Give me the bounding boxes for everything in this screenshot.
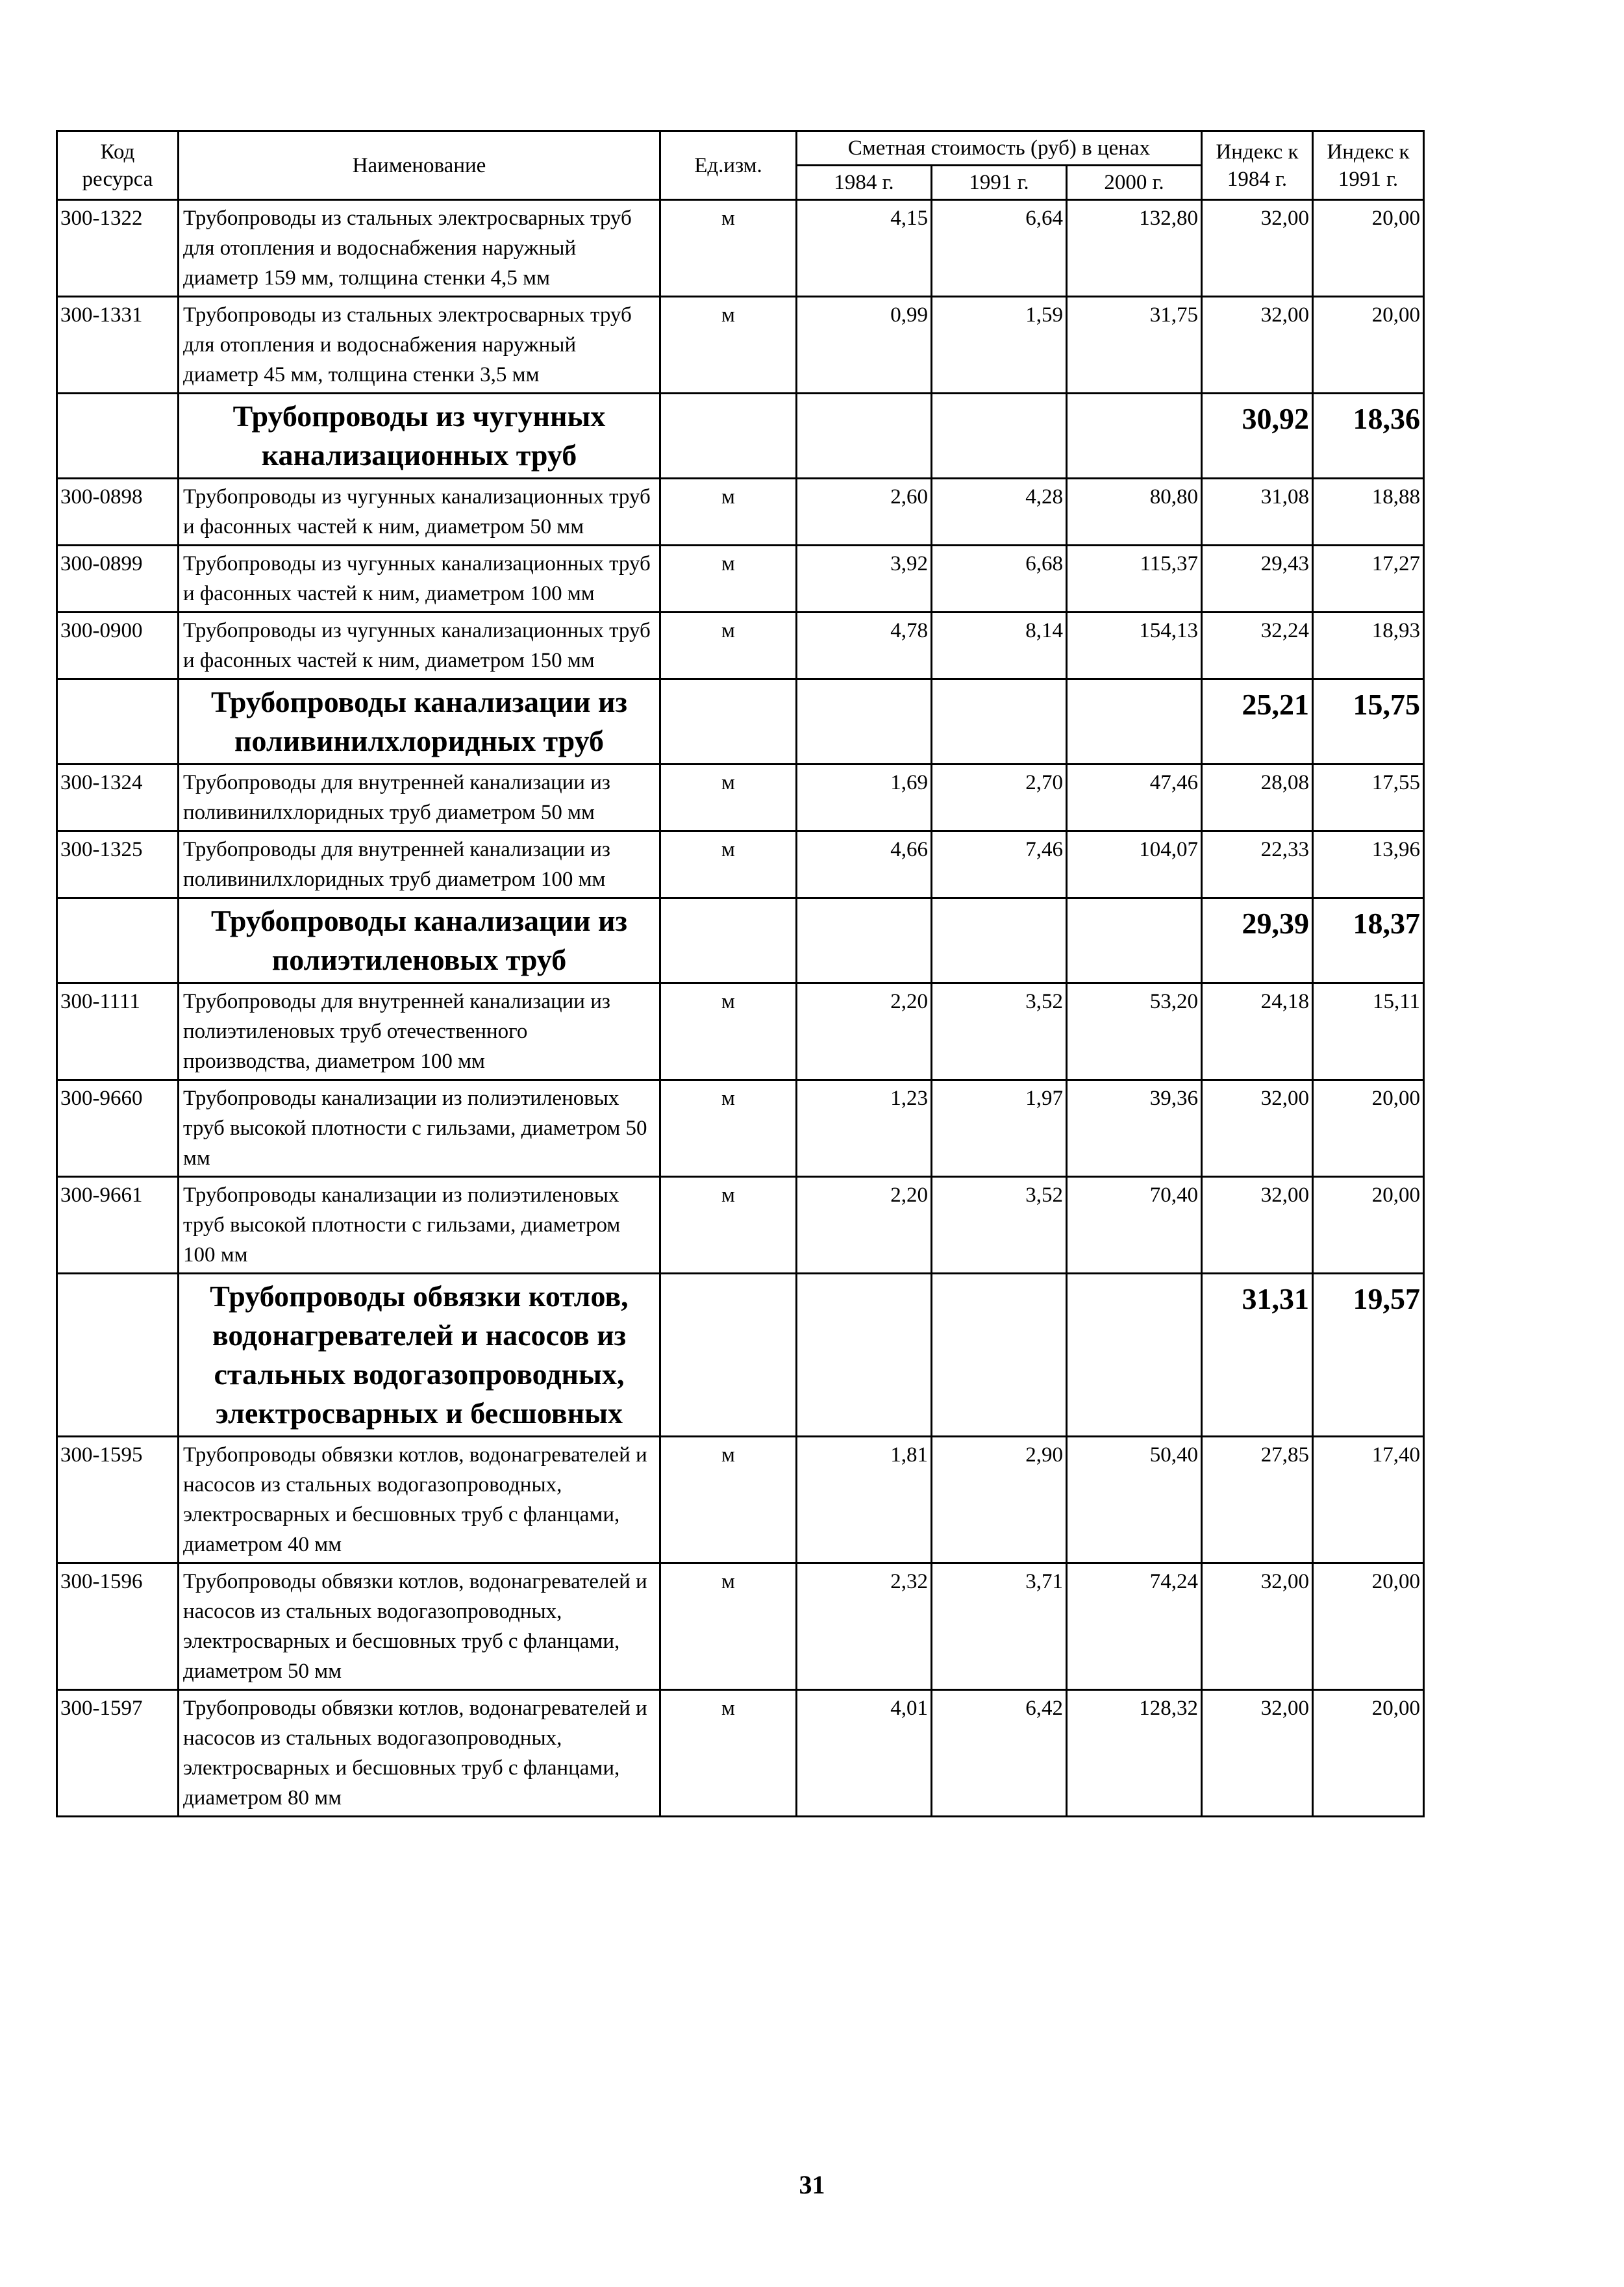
cell-price-1991: 6,42 (932, 1690, 1067, 1817)
cell-name: Трубопроводы для внутренней канализации из поливинилхлоридных труб диаметром 50 мм (179, 764, 660, 831)
cell-price-1991: 3,52 (932, 983, 1067, 1080)
cell-index-1991: 18,37 (1313, 898, 1424, 983)
cell-index-1984: 24,18 (1202, 983, 1313, 1080)
header-year-2000: 2000 г. (1067, 166, 1202, 200)
header-year-1984: 1984 г. (797, 166, 932, 200)
cell-unit (660, 394, 797, 479)
cell-price-1991: 8,14 (932, 613, 1067, 679)
table-row (57, 1177, 1424, 1274)
cell-index-1984: 25,21 (1202, 679, 1313, 764)
cell-index-1984: 32,00 (1202, 1080, 1313, 1177)
cell-code: 300-1111 (57, 983, 179, 1080)
cell-price-1984: 2,60 (797, 479, 932, 546)
cell-name: Трубопроводы канализации из поливинилхлоридных труб (179, 679, 660, 764)
section-row (57, 1274, 1424, 1437)
table-row (57, 1690, 1424, 1817)
cell-price-2000 (1067, 394, 1202, 479)
cell-price-1984: 4,66 (797, 831, 932, 898)
section-row (57, 898, 1424, 983)
cell-price-2000: 47,46 (1067, 764, 1202, 831)
cell-index-1991: 20,00 (1313, 1690, 1424, 1817)
cell-index-1984: 32,00 (1202, 200, 1313, 297)
cell-name: Трубопроводы обвязки котлов, водонагревателей и насосов из стальных водогазопроводных, электросварных и бесшовных труб с фланцами, диаметром 40 мм (179, 1437, 660, 1563)
cell-name: Трубопроводы из чугунных канализационных труб (179, 394, 660, 479)
table-row (57, 983, 1424, 1080)
cell-price-1984: 4,15 (797, 200, 932, 297)
table-row (57, 479, 1424, 546)
table-body (57, 200, 1424, 1817)
page-number: 31 (799, 2170, 825, 2199)
cell-price-1984: 1,69 (797, 764, 932, 831)
cell-price-1991: 1,97 (932, 1080, 1067, 1177)
cell-price-1991: 3,71 (932, 1563, 1067, 1690)
cell-price-1984: 1,81 (797, 1437, 932, 1563)
cell-code: 300-0900 (57, 613, 179, 679)
table-row (57, 1080, 1424, 1177)
cell-price-1991: 7,46 (932, 831, 1067, 898)
cell-name: Трубопроводы из чугунных канализационных труб и фасонных частей к ним, диаметром 50 мм (179, 479, 660, 546)
cell-name: Трубопроводы канализации из полиэтиленовых труб (179, 898, 660, 983)
cell-price-1984 (797, 1274, 932, 1437)
cell-name: Трубопроводы из стальных электросварных труб для отопления и водоснабжения наружный диаметр 45 мм, толщина стенки 3,5 мм (179, 297, 660, 394)
cell-index-1991: 15,11 (1313, 983, 1424, 1080)
section-row (57, 394, 1424, 479)
cell-code (57, 679, 179, 764)
cell-code (57, 394, 179, 479)
cell-price-2000 (1067, 679, 1202, 764)
cell-index-1984: 28,08 (1202, 764, 1313, 831)
cell-code (57, 1274, 179, 1437)
cell-unit: м (660, 1437, 797, 1563)
cell-index-1991: 18,93 (1313, 613, 1424, 679)
table-row (57, 200, 1424, 297)
cell-price-1984: 2,32 (797, 1563, 932, 1690)
cell-price-1991: 6,64 (932, 200, 1067, 297)
table-row (57, 1437, 1424, 1563)
table-row (57, 613, 1424, 679)
cell-index-1991: 17,40 (1313, 1437, 1424, 1563)
table-row (57, 831, 1424, 898)
cell-price-2000 (1067, 1274, 1202, 1437)
cell-price-1984: 0,99 (797, 297, 932, 394)
cell-price-2000: 154,13 (1067, 613, 1202, 679)
cell-index-1984: 32,24 (1202, 613, 1313, 679)
cell-code: 300-1324 (57, 764, 179, 831)
cell-name: Трубопроводы обвязки котлов, водонагревателей и насосов из стальных водогазопроводных, электросварных и бесшовных труб с фланцами, диаметром 80 мм (179, 1690, 660, 1817)
cell-name: Трубопроводы из стальных электросварных труб для отопления и водоснабжения наружный диаметр 159 мм, толщина стенки 4,5 мм (179, 200, 660, 297)
header-year-1991: 1991 г. (932, 166, 1067, 200)
cell-price-1984: 2,20 (797, 983, 932, 1080)
cell-index-1991: 20,00 (1313, 1080, 1424, 1177)
cell-index-1984: 29,43 (1202, 546, 1313, 613)
cell-code: 300-1597 (57, 1690, 179, 1817)
cell-unit (660, 679, 797, 764)
cell-index-1991: 18,88 (1313, 479, 1424, 546)
cell-price-1991 (932, 394, 1067, 479)
cell-unit: м (660, 479, 797, 546)
cell-price-2000: 74,24 (1067, 1563, 1202, 1690)
cell-price-1991 (932, 679, 1067, 764)
cell-price-1984 (797, 679, 932, 764)
cell-index-1984: 32,00 (1202, 1563, 1313, 1690)
table-row (57, 546, 1424, 613)
price-table-sheet (56, 130, 1423, 1817)
cell-index-1984: 32,00 (1202, 1690, 1313, 1817)
table-row (57, 764, 1424, 831)
cell-price-1984: 3,92 (797, 546, 932, 613)
cell-unit: м (660, 983, 797, 1080)
cell-price-1984: 4,01 (797, 1690, 932, 1817)
cell-price-1991: 2,90 (932, 1437, 1067, 1563)
cell-price-2000: 132,80 (1067, 200, 1202, 297)
cell-index-1991: 17,55 (1313, 764, 1424, 831)
cell-index-1991: 18,36 (1313, 394, 1424, 479)
cell-price-1984: 2,20 (797, 1177, 932, 1274)
cell-name: Трубопроводы обвязки котлов, водонагревателей и насосов из стальных водогазопроводных, электросварных и бесшовных труб с фланцами, диаметром 50 мм (179, 1563, 660, 1690)
price-table (56, 130, 1425, 1817)
header-index-1984: Индекс к 1984 г. (1202, 131, 1313, 200)
cell-unit (660, 1274, 797, 1437)
cell-unit: м (660, 297, 797, 394)
cell-index-1991: 13,96 (1313, 831, 1424, 898)
cell-price-1991: 4,28 (932, 479, 1067, 546)
cell-name: Трубопроводы канализации из полиэтиленовых труб высокой плотности с гильзами, диаметром 50 мм (179, 1080, 660, 1177)
cell-unit: м (660, 1563, 797, 1690)
cell-index-1984: 32,00 (1202, 1177, 1313, 1274)
header-code: Код ресурса (57, 131, 179, 200)
cell-index-1991: 19,57 (1313, 1274, 1424, 1437)
table-row (57, 1563, 1424, 1690)
cell-unit (660, 898, 797, 983)
cell-price-1991 (932, 1274, 1067, 1437)
cell-price-2000: 80,80 (1067, 479, 1202, 546)
cell-index-1984: 31,31 (1202, 1274, 1313, 1437)
cell-price-2000: 31,75 (1067, 297, 1202, 394)
header-unit: Ед.изм. (660, 131, 797, 200)
cell-price-2000: 53,20 (1067, 983, 1202, 1080)
cell-index-1991: 20,00 (1313, 1563, 1424, 1690)
cell-name: Трубопроводы из чугунных канализационных труб и фасонных частей к ним, диаметром 100 мм (179, 546, 660, 613)
cell-index-1984: 30,92 (1202, 394, 1313, 479)
cell-price-1984: 4,78 (797, 613, 932, 679)
cell-code: 300-1322 (57, 200, 179, 297)
cell-price-1984 (797, 898, 932, 983)
cell-name: Трубопроводы для внутренней канализации из полиэтиленовых труб отечественного производства, диаметром 100 мм (179, 983, 660, 1080)
cell-price-1991 (932, 898, 1067, 983)
cell-index-1991: 20,00 (1313, 297, 1424, 394)
cell-index-1984: 29,39 (1202, 898, 1313, 983)
cell-unit: м (660, 1080, 797, 1177)
cell-code: 300-1325 (57, 831, 179, 898)
cell-price-2000: 70,40 (1067, 1177, 1202, 1274)
header-index-1991: Индекс к 1991 г. (1313, 131, 1424, 200)
cell-price-1984 (797, 394, 932, 479)
cell-price-1991: 1,59 (932, 297, 1067, 394)
cell-code: 300-9661 (57, 1177, 179, 1274)
cell-unit: м (660, 1690, 797, 1817)
cell-unit: м (660, 831, 797, 898)
header-name: Наименование (179, 131, 660, 200)
cell-index-1984: 22,33 (1202, 831, 1313, 898)
cell-index-1991: 20,00 (1313, 1177, 1424, 1274)
header-cost-group: Сметная стоимость (руб) в ценах (797, 131, 1202, 166)
cell-code: 300-1595 (57, 1437, 179, 1563)
cell-unit: м (660, 546, 797, 613)
cell-price-2000: 115,37 (1067, 546, 1202, 613)
cell-price-2000 (1067, 898, 1202, 983)
cell-unit: м (660, 200, 797, 297)
cell-price-2000: 50,40 (1067, 1437, 1202, 1563)
cell-index-1984: 32,00 (1202, 297, 1313, 394)
cell-code (57, 898, 179, 983)
cell-name: Трубопроводы для внутренней канализации из поливинилхлоридных труб диаметром 100 мм (179, 831, 660, 898)
cell-unit: м (660, 764, 797, 831)
cell-name: Трубопроводы канализации из полиэтиленовых труб высокой плотности с гильзами, диаметром 100 мм (179, 1177, 660, 1274)
cell-index-1984: 31,08 (1202, 479, 1313, 546)
cell-name: Трубопроводы обвязки котлов, водонагревателей и насосов из стальных водогазопроводных, электросварных и бесшовных (179, 1274, 660, 1437)
cell-code: 300-1331 (57, 297, 179, 394)
cell-unit: м (660, 1177, 797, 1274)
cell-price-1991: 6,68 (932, 546, 1067, 613)
cell-price-2000: 104,07 (1067, 831, 1202, 898)
table-row (57, 297, 1424, 394)
cell-index-1991: 15,75 (1313, 679, 1424, 764)
cell-price-1991: 3,52 (932, 1177, 1067, 1274)
cell-price-1984: 1,23 (797, 1080, 932, 1177)
table-header (57, 131, 1424, 200)
cell-code: 300-1596 (57, 1563, 179, 1690)
cell-price-1991: 2,70 (932, 764, 1067, 831)
cell-unit: м (660, 613, 797, 679)
cell-name: Трубопроводы из чугунных канализационных труб и фасонных частей к ним, диаметром 150 мм (179, 613, 660, 679)
cell-price-2000: 128,32 (1067, 1690, 1202, 1817)
cell-code: 300-9660 (57, 1080, 179, 1177)
cell-index-1991: 17,27 (1313, 546, 1424, 613)
cell-code: 300-0898 (57, 479, 179, 546)
cell-index-1984: 27,85 (1202, 1437, 1313, 1563)
cell-code: 300-0899 (57, 546, 179, 613)
section-row (57, 679, 1424, 764)
cell-price-2000: 39,36 (1067, 1080, 1202, 1177)
cell-index-1991: 20,00 (1313, 200, 1424, 297)
